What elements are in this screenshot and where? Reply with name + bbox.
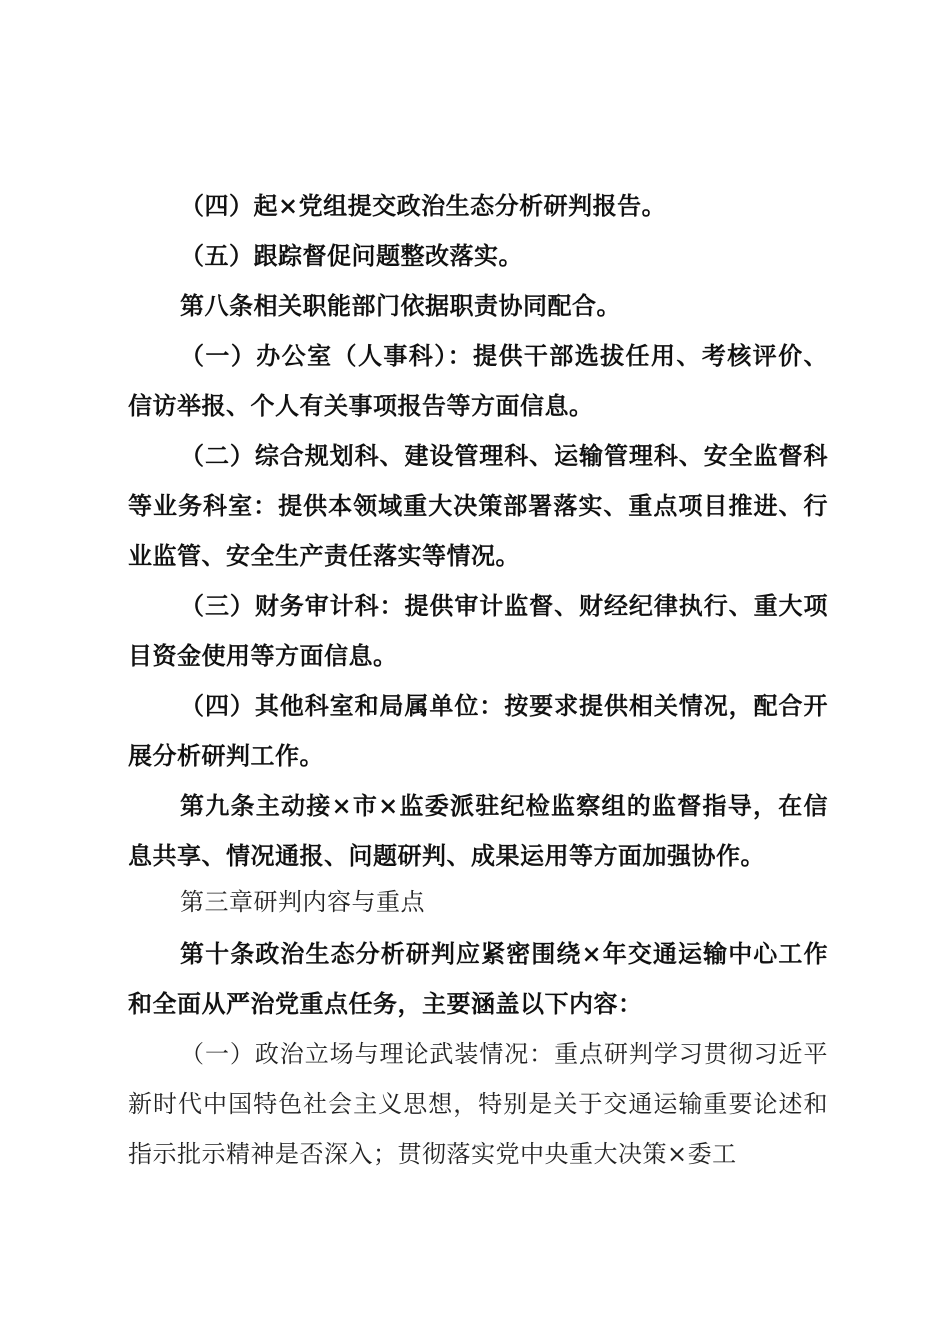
paragraph-item-2-business-sections: （二）综合规划科、建设管理科、运输管理科、安全监督科等业务科室：提供本领域重大决策部署落实、重点项目推进、行业监管、安全生产责任落实等情况。 bbox=[128, 441, 828, 570]
paragraph-item-1-office: （一）办公室（人事科）：提供干部选拔任用、考核评价、信访举报、个人有关事项报告等方面信息。 bbox=[128, 341, 828, 420]
paragraph-item-5-rectification: （五）跟踪督促问题整改落实。 bbox=[180, 241, 523, 270]
chapter-3-heading: 第三章研判内容与重点 bbox=[180, 888, 425, 916]
paragraph-item-4-other-units: （四）其他科室和局属单位：按要求提供相关情况，配合开展分析研判工作。 bbox=[128, 691, 828, 770]
article-10-paragraph: 第十条政治生态分析研判应紧密围绕×年交通运输中心工作和全面从严治党重点任务，主要涵盖以下内容： bbox=[128, 939, 828, 1018]
article-8-heading: 第八条相关职能部门依据职责协同配合。 bbox=[180, 291, 621, 320]
paragraph-item-4-report: （四）起×党组提交政治生态分析研判报告。 bbox=[180, 191, 667, 220]
paragraph-item-1-political-stance: （一）政治立场与理论武装情况：重点研判学习贯彻习近平新时代中国特色社会主义思想，特别是关于交通运输重要论述和指示批示精神是否深入；贯彻落实党中央重大决策×委工 bbox=[128, 1040, 828, 1168]
article-9-paragraph: 第九条主动接×市×监委派驻纪检监察组的监督指导，在信息共享、情况通报、问题研判、成果运用等方面加强协作。 bbox=[128, 791, 828, 870]
paragraph-item-3-finance-audit: （三）财务审计科：提供审计监督、财经纪律执行、重大项目资金使用等方面信息。 bbox=[128, 591, 828, 670]
